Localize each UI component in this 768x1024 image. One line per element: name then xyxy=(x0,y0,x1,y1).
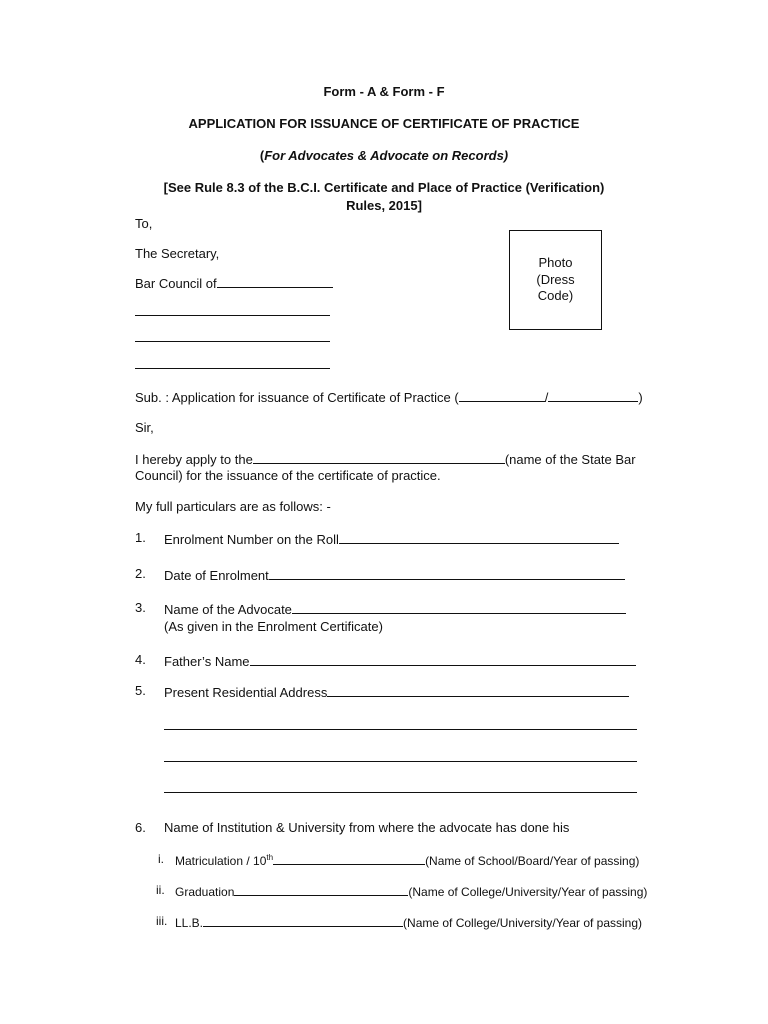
item-number: 5. xyxy=(135,683,146,698)
photo-box xyxy=(509,230,602,330)
edu-label: LL.B. xyxy=(175,916,204,930)
item-label: Enrolment Number on the Roll xyxy=(164,532,339,547)
address-line-3[interactable] xyxy=(135,368,330,369)
particulars-intro: My full particulars are as follows: - xyxy=(135,499,331,514)
edu-llb xyxy=(175,914,642,930)
state-bar-field[interactable] xyxy=(253,450,505,464)
residential-address-field[interactable] xyxy=(327,683,629,697)
bar-council-label xyxy=(135,274,333,292)
rule-line-2: Rules, 2015] xyxy=(346,198,422,213)
edu-suffix: (Name of College/University/Year of passing) xyxy=(408,885,648,899)
llb-field[interactable] xyxy=(203,914,403,927)
edu-number: iii. xyxy=(156,914,168,928)
subject-close: ) xyxy=(638,390,643,405)
item-label: Name of the Advocate xyxy=(164,602,292,617)
enrolment-date-field[interactable] xyxy=(269,566,625,580)
photo-label-2: (Dress xyxy=(536,271,575,287)
photo-label-3: Code) xyxy=(537,288,574,304)
edu-label: Graduation xyxy=(175,885,235,899)
photo-label-1: Photo xyxy=(538,254,573,270)
edu-matriculation xyxy=(175,852,639,868)
item-number: 3. xyxy=(135,600,146,615)
subject-line xyxy=(135,388,643,406)
enrolment-number-field[interactable] xyxy=(339,530,619,544)
apply-prefix: I hereby apply to the xyxy=(135,452,253,467)
item-number: 1. xyxy=(135,530,146,545)
address-line-2[interactable] xyxy=(135,341,330,342)
subject-field-2[interactable] xyxy=(548,388,638,402)
item-number: 4. xyxy=(135,652,146,667)
apply-line-2: Council) for the issuance of the certificate of practice. xyxy=(135,468,441,483)
item-label: Father’s Name xyxy=(164,654,250,669)
father-name-field[interactable] xyxy=(250,652,636,666)
address-line-1[interactable] xyxy=(135,315,330,316)
item-advocate-name xyxy=(164,600,626,618)
item-residential-address xyxy=(164,683,629,701)
main-title: APPLICATION FOR ISSUANCE OF CERTIFICATE OF PRACTICE xyxy=(188,116,580,131)
edu-number: i. xyxy=(158,852,164,866)
item-label: Date of Enrolment xyxy=(164,568,269,583)
address-continuation-line-3[interactable] xyxy=(164,792,637,793)
graduation-field[interactable] xyxy=(234,883,408,896)
advocate-name-note: (As given in the Enrolment Certificate) xyxy=(164,619,383,634)
secretary-label: The Secretary, xyxy=(135,246,220,261)
bar-council-field[interactable] xyxy=(217,274,333,288)
item-enrolment-date xyxy=(164,566,625,584)
edu-label: Matriculation / 10 xyxy=(175,854,267,868)
rule-line-1: [See Rule 8.3 of the B.C.I. Certificate and Place of Practice (Verification) xyxy=(163,180,605,195)
apply-suffix: (name of the State Bar xyxy=(504,452,636,467)
edu-number: ii. xyxy=(156,883,165,897)
to-label: To, xyxy=(135,216,153,231)
bar-council-text: Bar Council of xyxy=(135,276,217,291)
apply-line-1 xyxy=(135,450,636,468)
salutation: Sir, xyxy=(135,420,154,435)
subject-text: Sub. : Application for issuance of Certificate of Practice ( xyxy=(135,390,459,405)
matriculation-field[interactable] xyxy=(273,852,425,865)
advocate-name-field[interactable] xyxy=(292,600,626,614)
edu-graduation xyxy=(175,883,647,899)
item-label: Present Residential Address xyxy=(164,685,328,700)
item-number: 6. xyxy=(135,820,146,835)
edu-suffix: (Name of College/University/Year of passing) xyxy=(403,916,643,930)
address-continuation-line-2[interactable] xyxy=(164,761,637,762)
form-title: Form - A & Form - F xyxy=(323,84,445,99)
edu-superscript: th xyxy=(266,853,274,862)
subtitle-italic: For Advocates & Advocate on Records) xyxy=(264,148,509,163)
item-father-name xyxy=(164,652,636,670)
subtitle-open: ( xyxy=(259,148,265,163)
edu-suffix: (Name of School/Board/Year of passing) xyxy=(425,854,640,868)
item-number: 2. xyxy=(135,566,146,581)
address-continuation-line-1[interactable] xyxy=(164,729,637,730)
subject-sep: / xyxy=(544,390,549,405)
item-enrolment-number xyxy=(164,530,619,548)
item-education-heading: Name of Institution & University from where the advocate has done his xyxy=(164,820,570,835)
subtitle xyxy=(0,148,768,164)
subject-field-1[interactable] xyxy=(459,388,545,402)
